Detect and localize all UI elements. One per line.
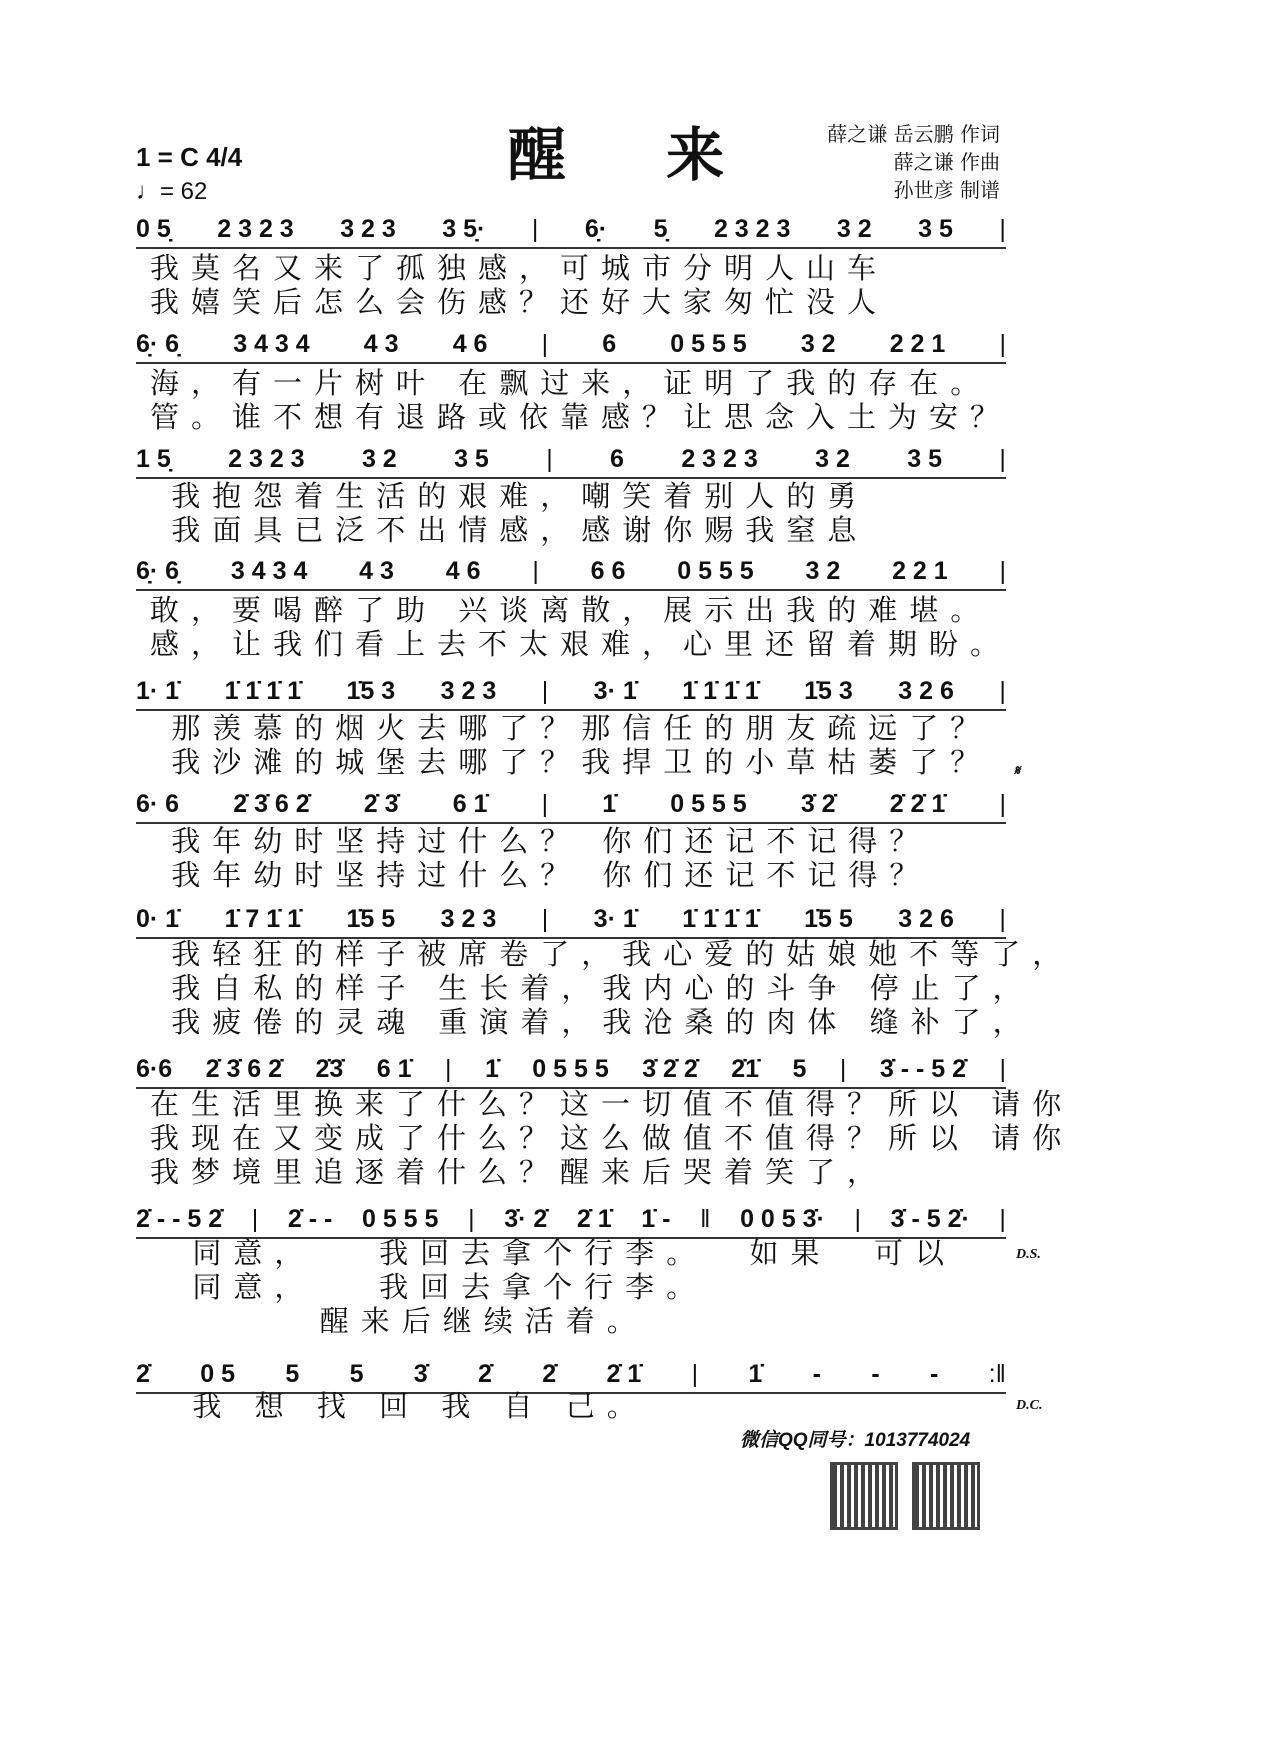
barline: |: [999, 445, 1006, 473]
lyric-line: 我自私的样子 生长着，我内心的斗争 停止了，: [150, 971, 1034, 1005]
barline: |: [546, 445, 553, 473]
note-group: 3· 1̇: [593, 905, 637, 933]
qr-code-wechat: [830, 1462, 898, 1530]
lyric-line: 在生活里换来了什么？这一切值不值得？所以 请你: [150, 1087, 1074, 1121]
note-group: 3 2: [361, 445, 397, 473]
note-group: 0 5 5 5: [361, 1205, 439, 1233]
note-group: 1· 1̇: [136, 677, 180, 705]
note-group: 5̣: [653, 215, 668, 243]
note-group: 3 4 3 4: [233, 330, 310, 358]
note-group: 2 3 2 3: [217, 215, 294, 243]
note-group: 0 5 5 5: [677, 557, 754, 585]
note-group: -: [871, 1360, 880, 1388]
note-group: 2 2 1: [889, 330, 946, 358]
tempo-marking: ♩= 62: [136, 178, 208, 205]
lyric-line: 我 想 找 回 我 自 己。: [150, 1389, 648, 1423]
note-group: 0 5: [200, 1360, 235, 1388]
barline: |: [541, 905, 549, 933]
note-group: 3 5: [918, 215, 953, 243]
dc-mark: D.C.: [1016, 1398, 1043, 1413]
lyric-line: 那羡慕的烟火去哪了？那信任的朋友疏远了？: [150, 711, 992, 745]
note-group: 6 6: [590, 557, 626, 585]
note-group: 2̇ - - 5 2̇: [136, 1205, 223, 1233]
barline: |: [541, 330, 549, 358]
note-group: 0 5 5 5: [532, 1055, 609, 1083]
transcriber-credit: 孙世彦 制谱: [893, 178, 1000, 202]
lyric-line: 同意， 我回去拿个行李。: [150, 1270, 708, 1304]
note-group: 2̇: [542, 1360, 557, 1388]
note-group: 2̇: [478, 1360, 492, 1388]
lyric-line: 海，有一片树叶 在飘过来，证明了我的存在。: [150, 366, 992, 400]
note-group: 2 3 2 3: [713, 215, 791, 243]
note-group: 6̣· 6̣: [136, 330, 180, 358]
segno-mark: 𝄋: [1014, 764, 1021, 779]
note-group: 3 2 6: [898, 677, 954, 705]
note-group: 4 6: [445, 557, 481, 585]
barline: |: [999, 330, 1006, 358]
notation-line: [136, 905, 1006, 939]
note-group: 3̇ 2̇: [800, 790, 836, 818]
note-group: 6̣·: [584, 215, 608, 243]
barline: |: [999, 215, 1006, 243]
barline: |: [999, 790, 1006, 818]
notation-line: [136, 215, 1006, 249]
note-group: 2̇3̇: [315, 1055, 344, 1083]
contact-text: 微信QQ同号：1013774024: [740, 1430, 971, 1451]
note-group: -: [812, 1360, 821, 1388]
barline: |: [839, 1055, 847, 1083]
note-group: 1̇5 5: [346, 905, 396, 933]
notation-line: [136, 1205, 1006, 1239]
note-group: 3̇ 2̇ 2̇: [642, 1055, 698, 1083]
note-group: 2̇ - -: [287, 1205, 333, 1233]
note-group: 1̇5 3: [346, 677, 396, 705]
note-group: 3 2: [815, 445, 850, 473]
barline: |: [854, 1205, 861, 1233]
note-group: 1̇ -: [641, 1205, 671, 1233]
note-group: 0 5 5 5: [670, 330, 747, 358]
barline: |: [541, 677, 549, 705]
lyric-line: 我年幼时坚持过什么？ 你们还记不记得？: [150, 824, 931, 858]
note-group: 3 2: [836, 215, 872, 243]
barline: |: [251, 1205, 259, 1233]
barline: |: [999, 557, 1006, 585]
note-group: 2 3 2 3: [228, 445, 305, 473]
lyric-line: 我嬉笑后怎么会伤感？还好大家匆忙没人: [150, 285, 889, 319]
note-group: 2̇1̇: [731, 1055, 760, 1083]
notation-line: [136, 1055, 1006, 1089]
note-group: 4 3: [363, 330, 399, 358]
note-group: 4 3: [359, 557, 394, 585]
lyric-line: 我莫名又来了孤独感，可城市分明人山车: [150, 251, 889, 285]
note-group: 0 5̣: [136, 215, 171, 243]
notation-line: [136, 790, 1006, 824]
lyric-line: 我疲倦的灵魂 重演着，我沧桑的肉体 缝补了，: [150, 1005, 1034, 1039]
note-group: 6: [602, 330, 617, 358]
note-group: 1̇5 5: [804, 905, 853, 933]
barline: |: [532, 557, 539, 585]
note-group: 5: [792, 1055, 807, 1083]
note-group: 5: [349, 1360, 364, 1388]
note-group: 1̇ 1̇ 1̇ 1̇: [682, 905, 759, 933]
note-group: 3 5: [454, 445, 489, 473]
note-group: 2̇ 3̇ 6 2̇: [233, 790, 310, 818]
note-group: 0 0 5 3̇·: [740, 1205, 825, 1233]
barline: |: [999, 1055, 1006, 1083]
note-group: 6: [610, 445, 624, 473]
lyric-line: 管。谁不想有退路或依靠感？让思念入土为安？: [150, 400, 1012, 434]
song-title: 醒 来: [507, 121, 765, 189]
lyric-line: 我抱怨着生活的艰难，嘲笑着别人的勇: [150, 479, 869, 513]
note-group: 6·6: [136, 1055, 173, 1083]
barline: |: [691, 1360, 699, 1388]
note-group: 4 6: [452, 330, 488, 358]
barline: |: [999, 905, 1006, 933]
note-group: 2̇: [136, 1360, 150, 1388]
note-group: 6· 6: [136, 790, 180, 818]
note-group: 3̇· 2̇: [504, 1205, 548, 1233]
composer-credit: 薛之谦 作曲: [893, 150, 1000, 174]
note-group: 2 2 1: [892, 557, 948, 585]
barline: |: [468, 1205, 475, 1233]
note-group: 1̇: [748, 1360, 763, 1388]
note-group: 6̣· 6̣: [136, 557, 180, 585]
note-group: 1 5̣: [136, 445, 171, 473]
note-group: 1̇ 1̇ 1̇ 1̇: [682, 677, 759, 705]
note-group: 3 5: [907, 445, 943, 473]
note-group: 3 2 3: [440, 905, 497, 933]
note-group: 3 2 3: [340, 215, 396, 243]
note-group: 2̇ 3̇ 6 2̇: [205, 1055, 283, 1083]
lyric-line: 我面具已泛不出情感，感谢你赐我窒息: [150, 513, 869, 547]
note-group: 0· 1̇: [136, 905, 180, 933]
note-group: 2 3 2 3: [681, 445, 758, 473]
note-group: 1̇ 1̇ 1̇ 1̇: [224, 677, 302, 705]
note-group: 3 4 3 4: [230, 557, 308, 585]
note-group: 6 1̇: [376, 1055, 412, 1083]
note-group: 3 2 6: [898, 905, 954, 933]
lyric-line: 我年幼时坚持过什么？ 你们还记不记得？: [150, 858, 931, 892]
notation-line: [136, 445, 1006, 479]
note-group: 1̇: [484, 1055, 499, 1083]
notation-line: [136, 557, 1006, 591]
note-group: 2̇ 2̇ 1̇: [889, 790, 946, 818]
ds-mark: D.S.: [1016, 1247, 1041, 1262]
note-group: 2̇ 1̇: [606, 1360, 642, 1388]
lyric-line: 我现在又变成了什么？这么做值不值得？所以 请你: [150, 1121, 1074, 1155]
note-group: 5: [285, 1360, 300, 1388]
lyric-line: 我梦境里追逐着什么？醒来后哭着笑了，: [150, 1155, 889, 1189]
note-group: 3̇: [413, 1360, 428, 1388]
barline: |: [541, 790, 549, 818]
note-group: 6 1̇: [452, 790, 488, 818]
lyric-line: 我轻狂的样子被席卷了，我心爱的姑娘她不等了，: [150, 937, 1074, 971]
note-group: 3̇ - 5 2̇·: [890, 1205, 970, 1233]
lyric-line: 敢，要喝醉了助 兴谈离散，展示出我的难堪。: [150, 593, 992, 627]
lyric-line: 同意， 我回去拿个行李。 如果 可以: [150, 1236, 956, 1270]
note-group: 3· 1̇: [593, 677, 637, 705]
note-group: -: [929, 1360, 939, 1388]
note-group: 1̇ 7 1̇ 1̇: [224, 905, 302, 933]
key-signature: 1 = C 4/4: [136, 142, 243, 172]
barline: |: [999, 677, 1006, 705]
note-group: 3̇ - - 5 2̇: [879, 1055, 966, 1083]
note-group: 0 5 5 5: [670, 790, 747, 818]
lyric-line: 我沙滩的城堡去哪了？我捍卫的小草枯萎了？: [150, 745, 992, 779]
note-group: 3 2: [805, 557, 841, 585]
barline: ‖: [700, 1205, 711, 1233]
barline: |: [444, 1055, 452, 1083]
note-group: 3 5̣·: [442, 215, 486, 243]
note-group: 2̇ 1̇: [576, 1205, 612, 1233]
note-group: 1̇5 3: [804, 677, 853, 705]
note-group: 3 2 3: [440, 677, 497, 705]
note-group: 2̇ 3̇: [363, 790, 399, 818]
lyric-line: 醒来后继续活着。: [150, 1304, 648, 1338]
lyricist-credit: 薛之谦 岳云鹏 作词: [827, 122, 1000, 146]
lyric-line: 感，让我们看上去不太艰难，心里还留着期盼。: [150, 627, 1012, 661]
barline: |: [999, 1205, 1006, 1233]
barline: |: [531, 215, 539, 243]
notation-line: [136, 677, 1006, 711]
barline: :‖: [988, 1360, 1006, 1388]
notation-line: [136, 330, 1006, 364]
qr-code-qq: [912, 1462, 980, 1530]
note-group: 3 2: [800, 330, 836, 358]
note-group: 1̇: [602, 790, 617, 818]
